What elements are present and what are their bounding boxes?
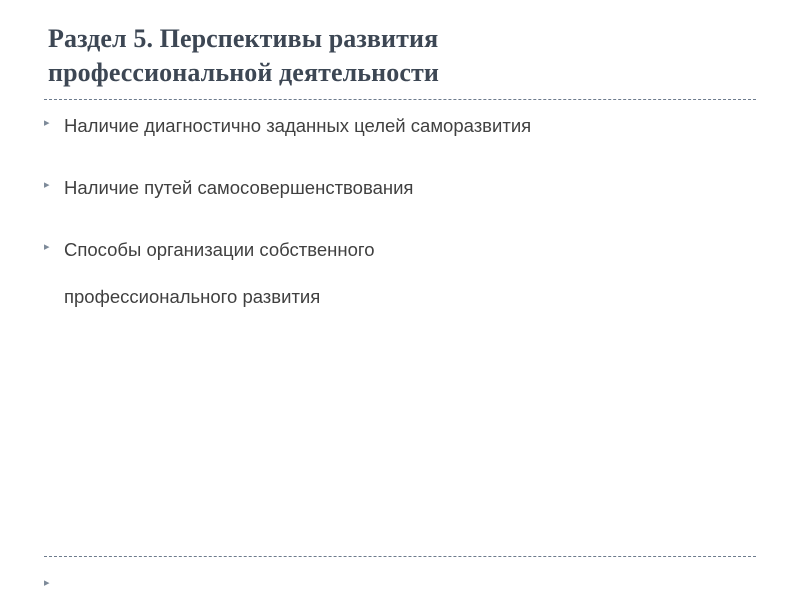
- bullet-triangle-icon: ▸: [44, 577, 50, 589]
- divider-bottom: [44, 556, 756, 557]
- list-item: [44, 112, 744, 140]
- list-item-label-continuation: профессионального развития: [64, 286, 321, 308]
- list-item: [44, 236, 744, 264]
- list-item-label: Способы организации собственного: [64, 238, 375, 260]
- list-item-label: Наличие путей самосовершенствования: [64, 176, 414, 198]
- bullet-triangle-icon: ▸: [44, 240, 50, 253]
- bullet-triangle-icon: ▸: [44, 178, 50, 191]
- list-item: [44, 174, 744, 202]
- page-title: Раздел 5. Перспективы развития профессиональной деятельности: [48, 24, 439, 88]
- bullet-list: [44, 112, 744, 341]
- title-block: [48, 22, 668, 91]
- bullet-triangle-icon: ▸: [44, 117, 50, 129]
- divider-top: [44, 99, 756, 100]
- list-item-label: Наличие диагностично заданных целей саморазвития: [64, 115, 532, 136]
